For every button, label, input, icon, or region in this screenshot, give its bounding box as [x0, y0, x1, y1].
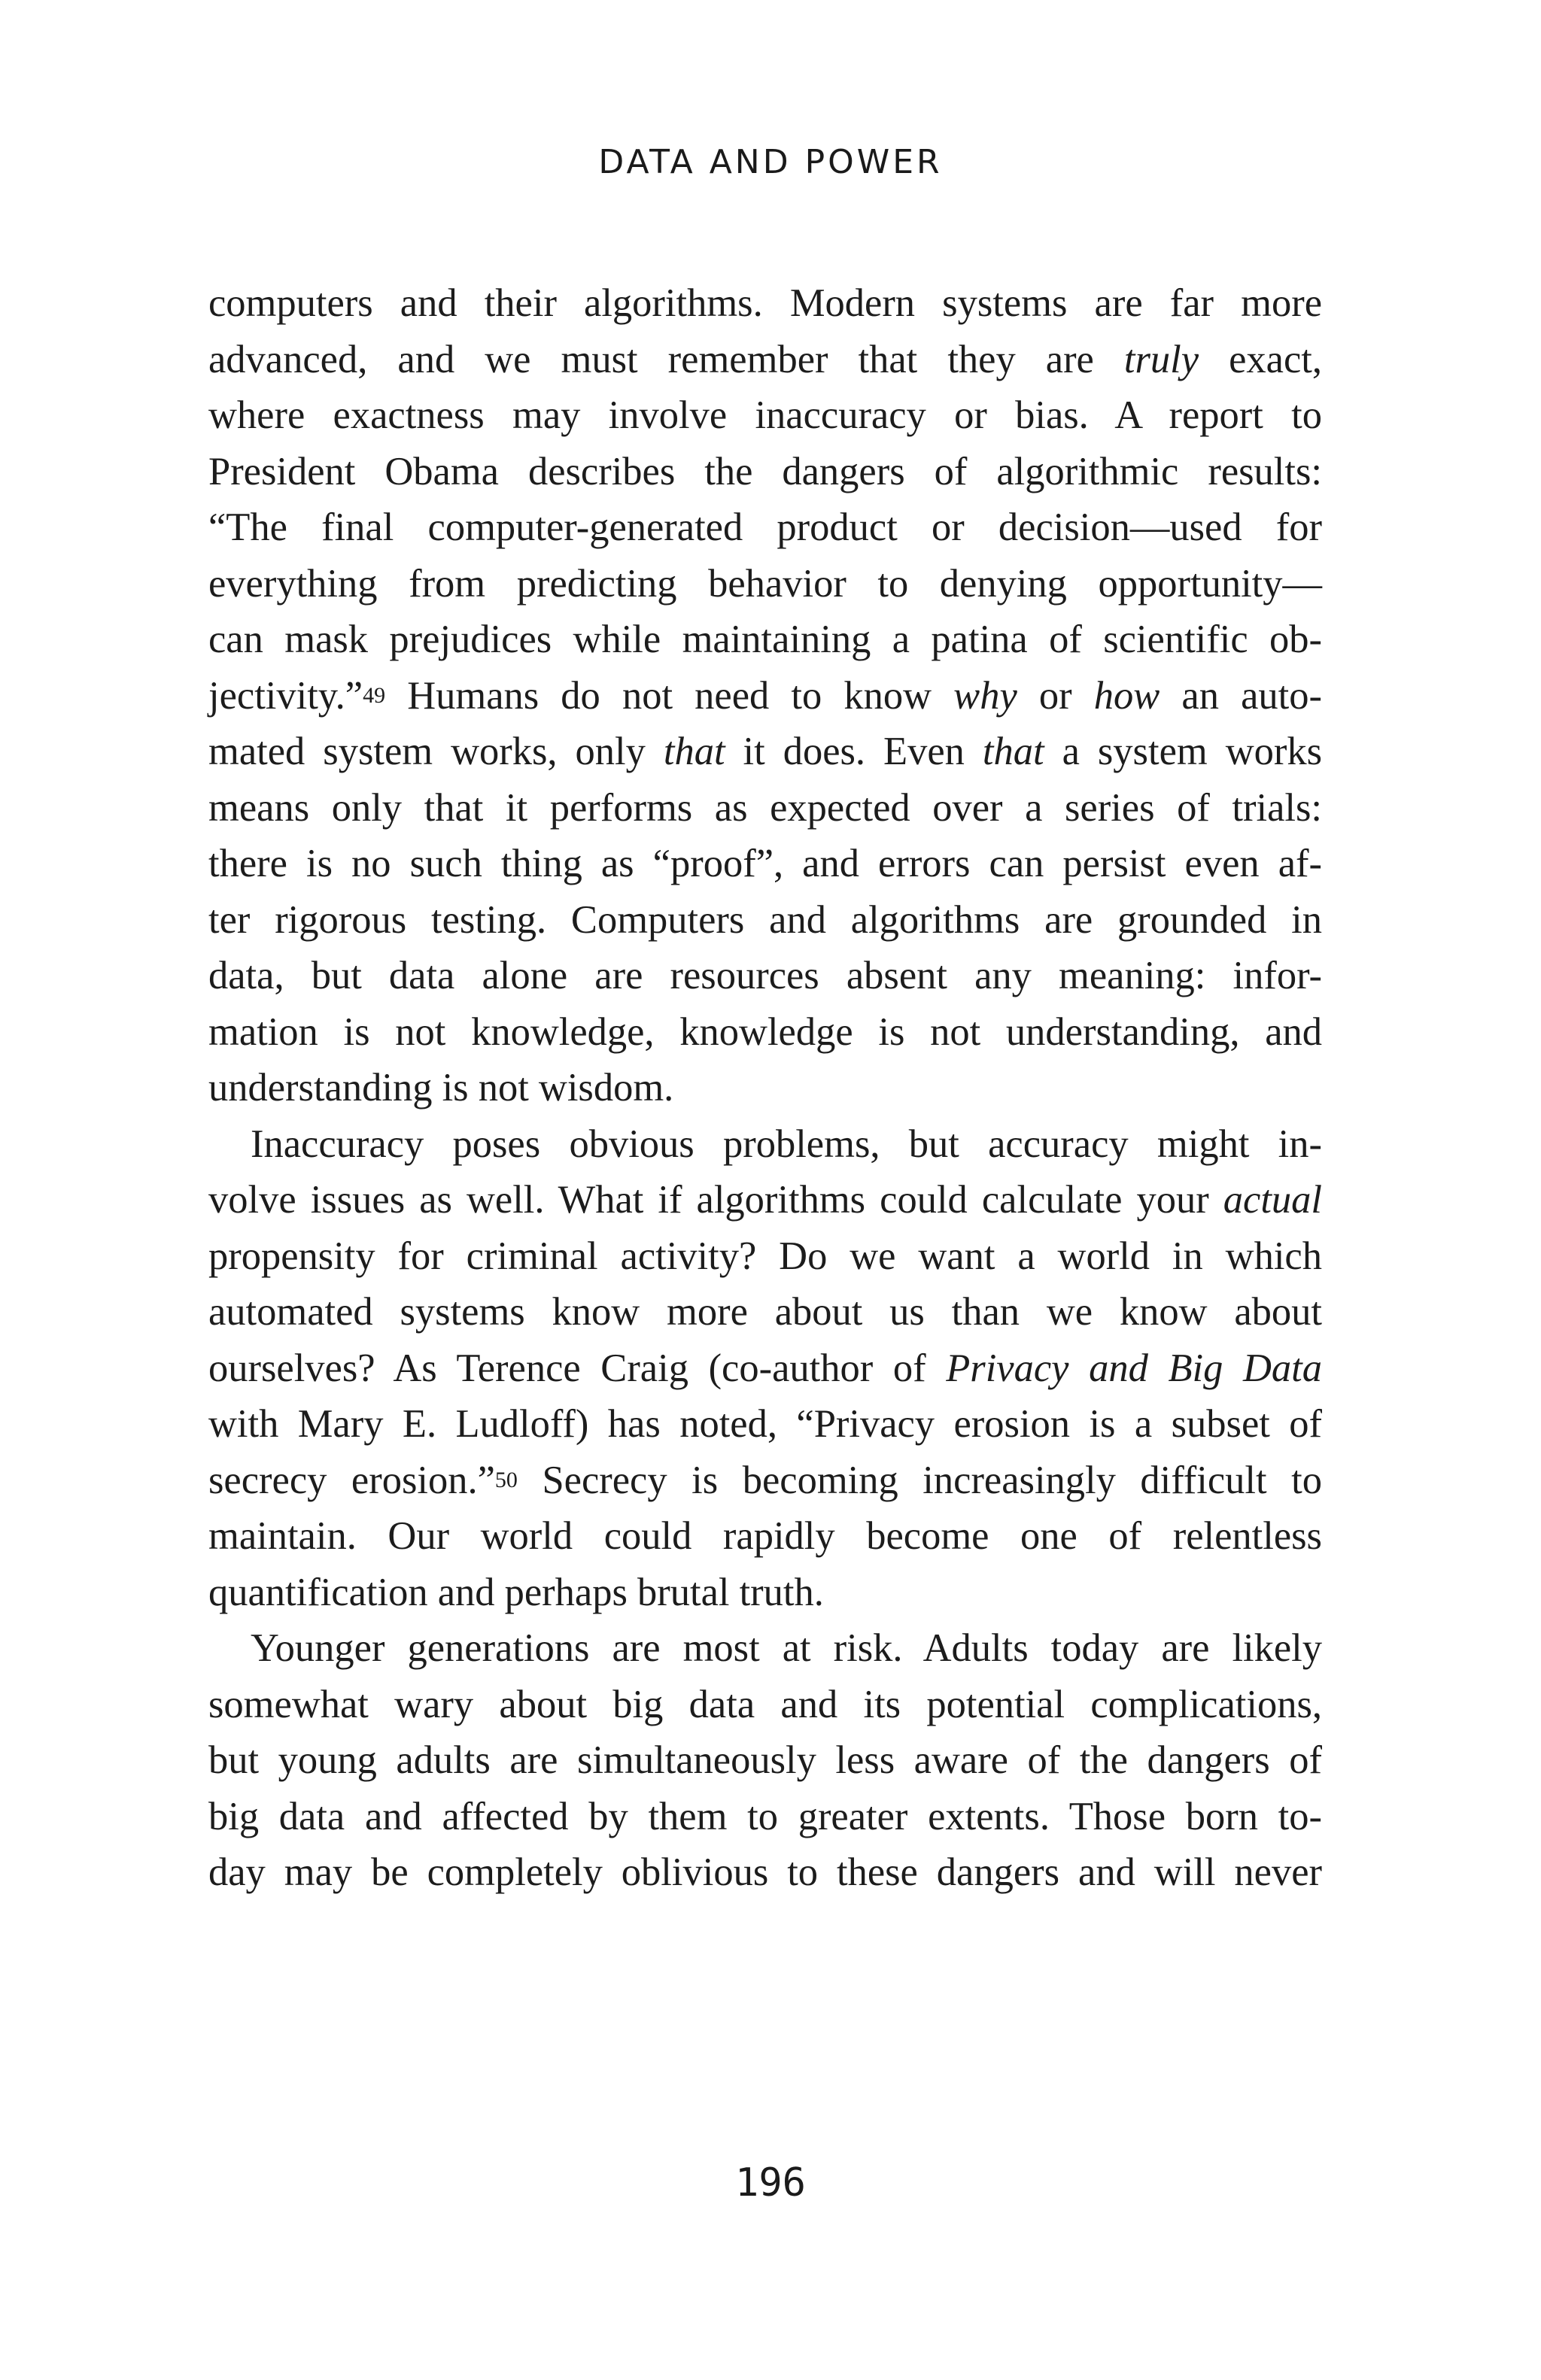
italic-text: truly [1123, 337, 1199, 381]
italic-text: that [663, 730, 725, 773]
text-run: exact, [1199, 337, 1322, 381]
text-run: propensity for criminal activity? Do we want a world in which [208, 1234, 1322, 1278]
text-run: day may be completely oblivious to these dangers and will never [208, 1850, 1322, 1894]
text-run: mated system works, only [208, 730, 664, 773]
text-run: President Obama describes the dangers of algorithmic results: [208, 449, 1322, 493]
text-line [208, 275, 1322, 332]
text-run: it does. Even [725, 730, 983, 773]
text-run: “The final computer-generated product or decision—used for [208, 505, 1322, 549]
text-run: quantification and perhaps brutal truth. [208, 1570, 824, 1614]
text-run: computers and their algorithms. Modern systems are far more [208, 281, 1322, 325]
text-line [208, 1677, 1322, 1733]
text-line [208, 668, 1322, 724]
text-run: ter rigorous testing. Computers and algorithms are grounded in [208, 897, 1322, 942]
paragraph [208, 275, 1322, 1116]
text-line [208, 556, 1322, 612]
text-run: mation is not knowledge, knowledge is not understanding, and [208, 1009, 1322, 1054]
text-run: or [1017, 673, 1094, 718]
text-line [208, 1565, 1322, 1621]
text-line [208, 780, 1322, 836]
text-line [208, 1789, 1322, 1845]
text-line [208, 1844, 1322, 1901]
text-run: maintain. Our world could rapidly become one of relentless [208, 1514, 1322, 1558]
text-run: there is no such thing as “proof”, and errors can persist even af- [208, 842, 1322, 885]
text-line [208, 836, 1322, 892]
text-run: everything from predicting behavior to denying opportunity— [208, 561, 1322, 606]
text-line [208, 1732, 1322, 1789]
paragraph [208, 1620, 1322, 1901]
text-line [208, 1620, 1322, 1677]
text-line [208, 332, 1322, 388]
text-run: ourselves? As Terence Craig (co-author of [208, 1346, 947, 1390]
text-run: automated systems know more about us than we know about [208, 1290, 1322, 1334]
text-run: Secrecy is becoming increasingly difficult to [517, 1458, 1322, 1502]
italic-text: how [1093, 673, 1160, 718]
text-run: jectivity.” [208, 673, 363, 718]
text-run: advanced, and we must remember that they are [208, 337, 1124, 381]
text-line [208, 1116, 1322, 1173]
text-run: with Mary E. Ludloff) has noted, “Privacy erosion is a subset of [208, 1402, 1322, 1446]
text-line [208, 1228, 1322, 1285]
text-run: an auto- [1160, 673, 1322, 718]
footnote-ref: 50 [494, 1467, 518, 1492]
text-line [208, 612, 1322, 668]
text-run: secrecy erosion.” [208, 1458, 495, 1502]
paragraph [208, 1116, 1322, 1621]
text-line [208, 724, 1322, 780]
text-line [208, 948, 1322, 1004]
text-line [208, 1508, 1322, 1565]
text-line [208, 1340, 1322, 1397]
text-run: where exactness may involve inaccuracy or bias. A report to [208, 393, 1322, 437]
italic-text: actual [1223, 1178, 1322, 1222]
text-run: data, but data alone are resources absent any meaning: infor- [208, 954, 1322, 997]
running-head: DATA AND POWER [598, 143, 943, 181]
text-line [208, 499, 1322, 556]
text-run: volve issues as well. What if algorithms could calculate your [208, 1178, 1223, 1222]
text-run: Younger generations are most at risk. Adults today are likely [251, 1626, 1322, 1670]
text-line [208, 1284, 1322, 1340]
text-run: somewhat wary about big data and its potential complications, [208, 1682, 1322, 1726]
page-number: 196 [735, 2160, 806, 2205]
text-run: big data and affected by them to greater extents. Those born to- [208, 1794, 1322, 1838]
text-run: can mask prejudices while maintaining a patina of scientific ob- [208, 618, 1322, 661]
text-line [208, 1004, 1322, 1061]
text-line [208, 1453, 1322, 1509]
text-run: Inaccuracy poses obvious problems, but accuracy might in- [251, 1122, 1322, 1166]
italic-text: Privacy and Big Data [946, 1346, 1322, 1390]
text-line [208, 444, 1322, 500]
text-line [208, 892, 1322, 949]
text-line [208, 1172, 1322, 1228]
text-run: means only that it performs as expected over a series of trials: [208, 785, 1322, 830]
text-line [208, 1396, 1322, 1453]
text-run: a system works [1044, 730, 1323, 773]
text-run: understanding is not wisdom. [208, 1066, 674, 1110]
italic-text: that [982, 730, 1044, 773]
italic-text: why [953, 673, 1017, 718]
text-run: but young adults are simultaneously less aware of the dangers of [208, 1738, 1322, 1782]
footnote-ref: 49 [363, 682, 386, 708]
text-line [208, 387, 1322, 444]
text-run: Humans do not need to know [385, 673, 954, 718]
body-text [208, 275, 1322, 1901]
text-line [208, 1060, 1322, 1116]
